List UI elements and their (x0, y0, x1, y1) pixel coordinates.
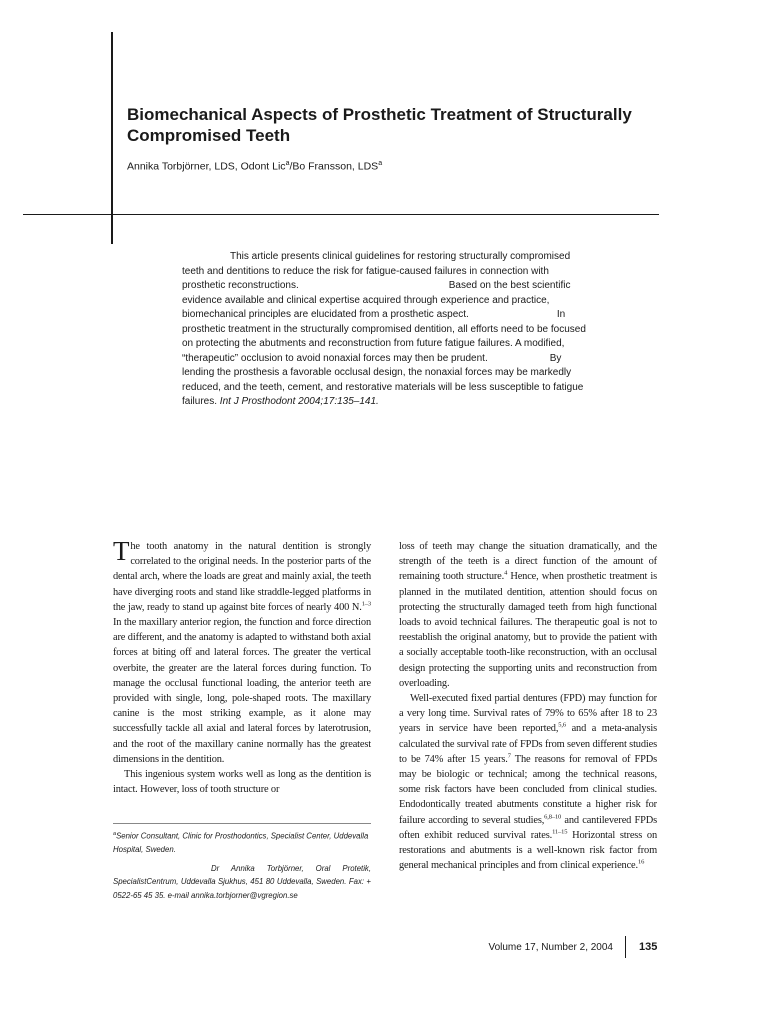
journal-issue: Volume 17, Number 2, 2004 (488, 942, 613, 953)
reference-mark: 4 (504, 569, 508, 577)
article-title: Biomechanical Aspects of Prosthetic Treatment of Structurally Compromised Teeth (127, 105, 632, 145)
body-text: and cantilevered FPDs often exhibit reduced survival rates. (399, 814, 657, 841)
abstract (182, 250, 594, 410)
footer-divider (625, 936, 626, 958)
abstract-result: In prosthetic treatment in the structurally compromised dentition, all efforts need to be focused on protecting the abutments and reconstruction from future fatigue failures. A modified, “therapeutic” occlusion to avoid nonaxial forces may then be prudent. (182, 309, 586, 364)
body-text: Well-executed fixed partial dentures (FPD) may function for a very long time. Survival rates of 79% to 65% after 18 to 23 years in service have been reported, (399, 693, 657, 735)
horizontal-rule (23, 214, 659, 215)
footnote-rule (113, 823, 371, 824)
reference-mark: 11–15 (552, 828, 568, 836)
author-name-1: Annika Torbjörner, LDS, Odont Lic (127, 160, 286, 173)
abstract-conclusion: By lending the prosthesis a favorable occlusal design, the nonaxial forces may be markedly reduced, and the teeth, cement, and restorative materials will be less susceptible to fatigue failures. (182, 352, 584, 407)
reference-mark: 1–3 (361, 600, 371, 608)
author-affil-mark-1: a (285, 160, 290, 167)
footnote-mark: a (113, 831, 117, 837)
body-text: Horizontal stress on restorations and abutments is a well-known risk factor from general mechanical principles and from clinical experience. (399, 829, 657, 872)
reference-mark: 7 (507, 752, 511, 760)
page-number: 135 (639, 941, 658, 953)
body-text: In the maxillary anterior region, the function and force direction are different, and the anatomy is adapted to withstand both axial forces at biting off and lateral forces. The greater the vertical overbite, the greater are the lateral forces during function. To manage the occlusal functional loading, the anterior teeth are provided with single, long, pole-shaped roots. The maxillary canine is the most striking example, as it alone may successfully tackle all axial and lateral forces by laterotrusion, and the root of the maxillary canine normally has the greatest dimensions in the dentition. (113, 617, 371, 765)
reference-mark: 16 (637, 858, 645, 866)
correspondence-note: Dr Annika Torbjörner, Oral Protetik, SpecialistCentrum, Uddevalla Sjukhus, 451 80 Uddevalla, Sweden. Fax: + 0522-65 45 35. e-mail annika.torbjorner@vgregion.se (113, 864, 371, 900)
reference-mark: 6,8–10 (544, 813, 562, 821)
abstract-method: Based on the best scientific evidence available and clinical expertise acquired through experience and practice, biomechanical principles are elucidated from a prosthetic aspect. (182, 280, 571, 320)
footnotes (113, 828, 371, 902)
body-text: and a meta-analysis calculated the survival rate of FPDs from seven different studies to be 74% after 15 years. (399, 723, 657, 765)
reference-mark: 5,6 (558, 721, 566, 729)
citation: Int J Prosthodont 2004;17:135–141. (219, 396, 379, 407)
body-text: This ingenious system works well as long as the dentition is intact. However, loss of tooth structure or (113, 769, 371, 796)
body-text: he tooth anatomy in the natural dentition is strongly correlated to the original needs. In the posterior parts of the dental arch, where the loads are great and mainly axial, the teeth have diverging roots and stand like straddle-legged platforms in the jaw, ready to stand up against bite forces of nearly 400 N. (113, 541, 371, 613)
vertical-rule (111, 32, 113, 244)
page-footer (468, 940, 658, 960)
body-column-left (113, 536, 371, 797)
body-text: Hence, when prosthetic treatment is planned in the mutilated dentition, attention should focus on protecting the structurally damaged teeth from high functional loads to avoid technical failures. The therapeutic goal is not to reestablish the original anatomy, but to provide the patient with a socially acceptable tooth-like reconstruction, with an occlusal design protecting the supporting units and reconstruction from overloading. (399, 571, 657, 689)
body-text: loss of teeth may change the situation dramatically, and the strength of the teeth is a direct function of the amount of remaining tooth structure. (399, 541, 657, 583)
drop-cap: T (113, 536, 130, 566)
abstract-purpose: This article presents clinical guidelines for restoring structurally compromised teeth and dentitions to reduce the risk for fatigue-caused failures in connection with prosthetic reconstructions. (182, 251, 571, 291)
affiliation-note: Senior Consultant, Clinic for Prosthodontics, Specialist Center, Uddevalla Hospital, Sweden. (113, 831, 369, 854)
author-name-2: /Bo Fransson, LDS (289, 160, 379, 173)
body-text: The reasons for removal of FPDs may be biologic or technical; among the technical reasons, some risk factors have been concluded from clinical studies. Endodontically treated abutments constitute a higher risk for failure according to several studies, (399, 753, 657, 826)
author-affil-mark-2: a (378, 160, 383, 167)
author-line (127, 160, 382, 173)
body-column-right (399, 539, 657, 873)
